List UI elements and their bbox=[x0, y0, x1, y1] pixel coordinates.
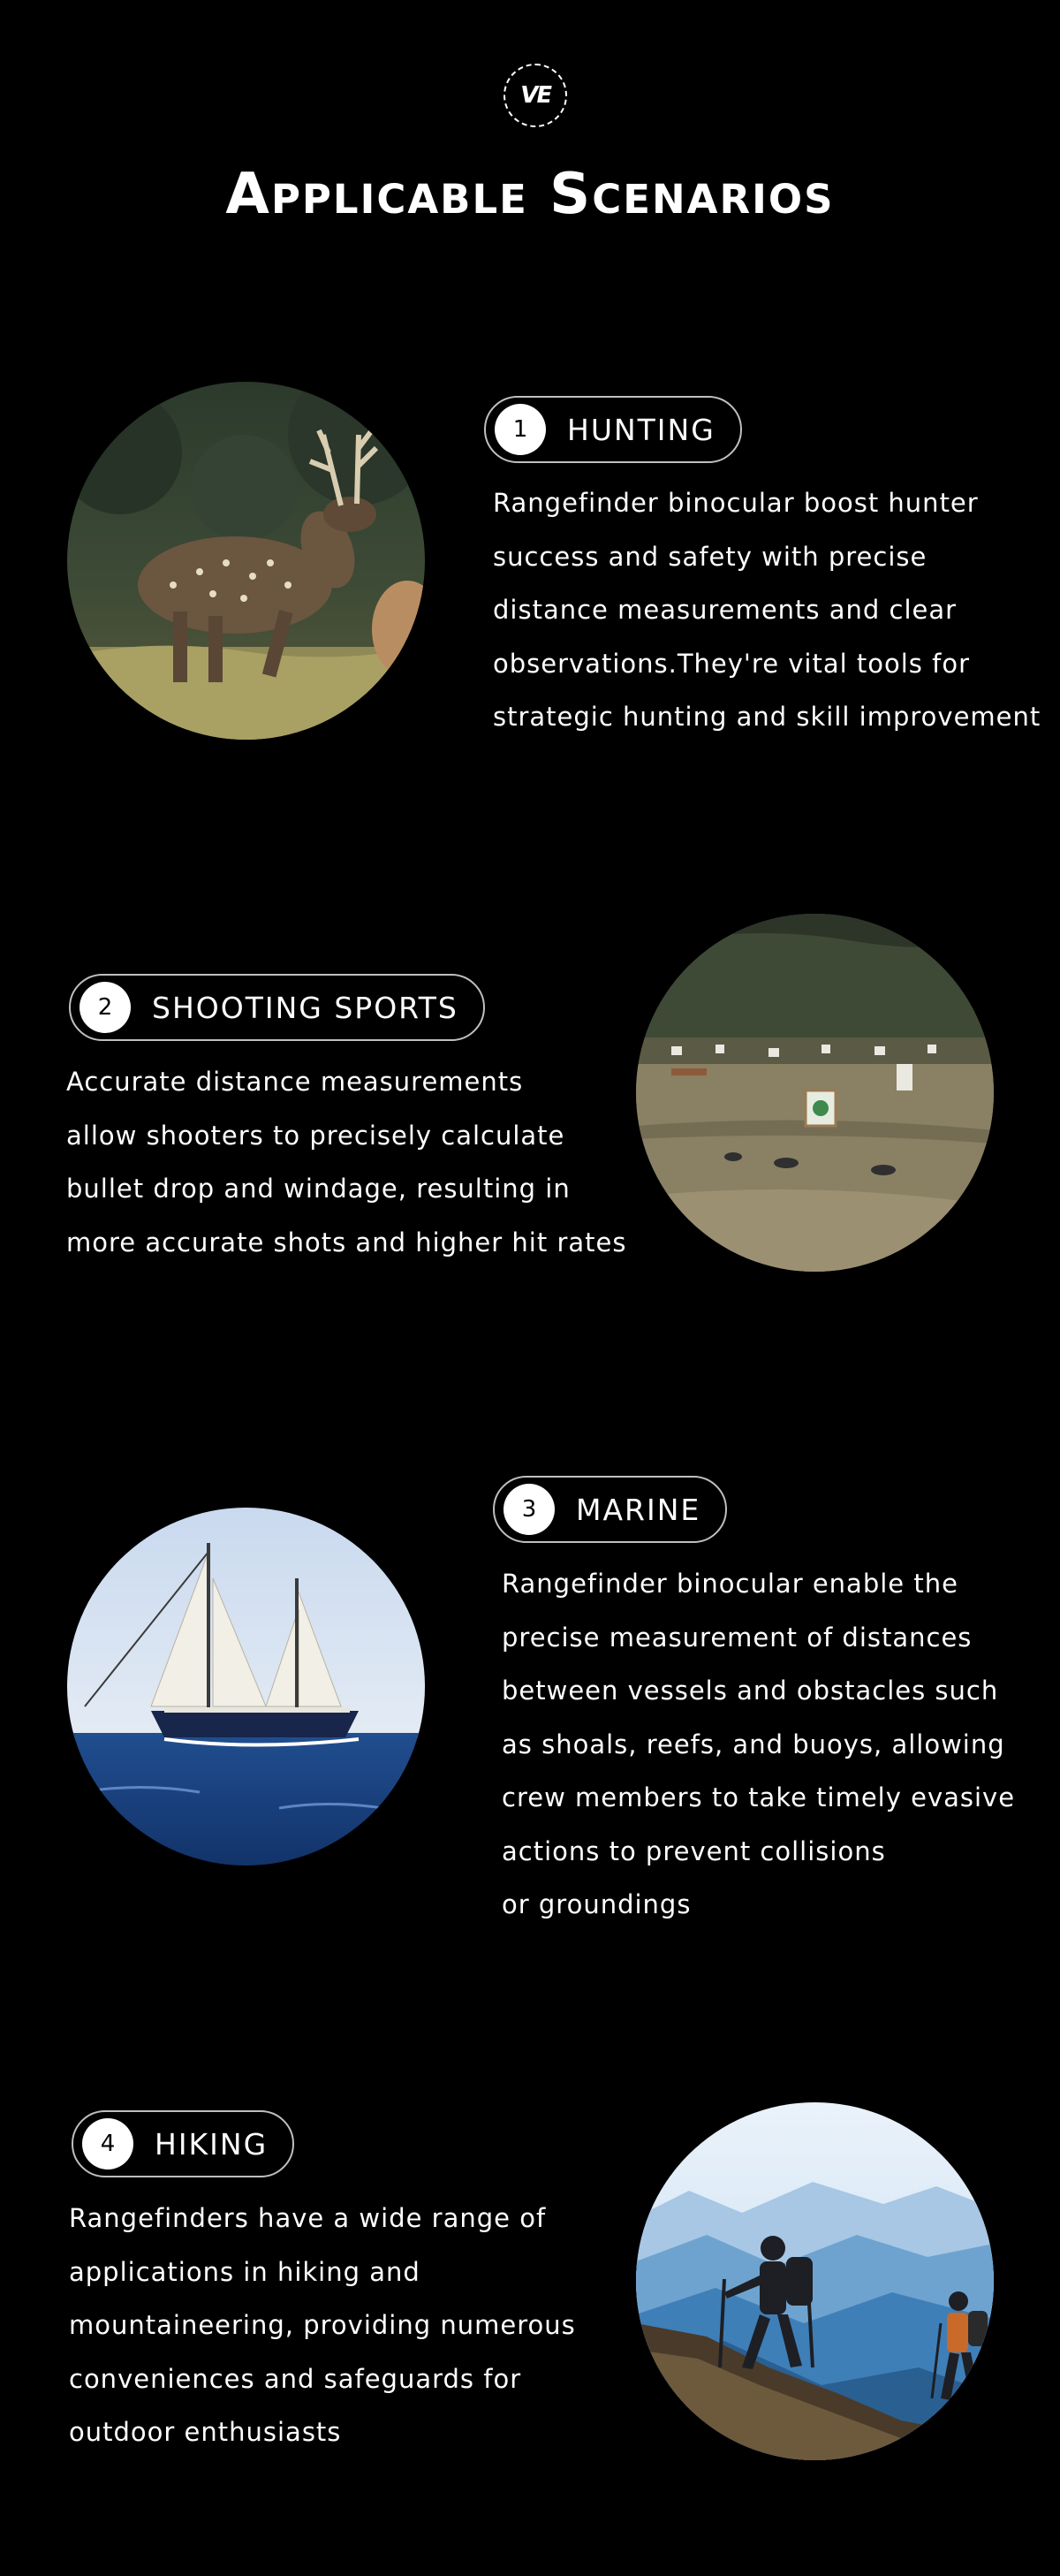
brand-logo bbox=[504, 64, 567, 127]
scenario-2-title: SHOOTING SPORTS bbox=[152, 990, 458, 1025]
sailboat-photo bbox=[67, 1508, 425, 1866]
description-line: between vessels and obstacles such bbox=[502, 1676, 999, 1706]
description-line: Accurate distance measurements bbox=[66, 1067, 524, 1097]
description-line: bullet drop and windage, resulting in bbox=[66, 1174, 571, 1204]
description-line: outdoor enthusiasts bbox=[69, 2417, 342, 2447]
description-line: or groundings bbox=[502, 1889, 692, 1919]
scenario-1-pill bbox=[484, 396, 742, 463]
scenario-3-pill bbox=[493, 1476, 727, 1543]
description-line: success and safety with precise bbox=[493, 541, 928, 572]
description-line: as shoals, reefs, and buoys, allowing bbox=[502, 1729, 1005, 1759]
hikers-photo bbox=[636, 2102, 994, 2460]
description-line: allow shooters to precisely calculate bbox=[66, 1120, 565, 1151]
scenario-4-description bbox=[69, 2192, 576, 2459]
description-line: conveniences and safeguards for bbox=[69, 2363, 522, 2394]
description-line: mountaineering, providing numerous bbox=[69, 2310, 576, 2340]
description-line: applications in hiking and bbox=[69, 2256, 420, 2287]
scenario-3-number: 3 bbox=[504, 1484, 555, 1535]
description-line: observations.They're vital tools for bbox=[493, 648, 971, 679]
scenario-1-description bbox=[493, 476, 1041, 744]
scenario-1-title: HUNTING bbox=[567, 412, 716, 447]
description-line: Rangefinder binocular boost hunter bbox=[493, 488, 979, 518]
scenario-4-pill bbox=[72, 2110, 294, 2177]
description-line: more accurate shots and higher hit rates bbox=[66, 1227, 627, 1258]
description-line: actions to prevent collisions bbox=[502, 1835, 886, 1866]
deer-photo bbox=[67, 382, 425, 740]
logo-text: VE bbox=[518, 82, 553, 109]
description-line: strategic hunting and skill improvement bbox=[493, 702, 1041, 732]
scenario-2-pill bbox=[69, 974, 485, 1041]
scenario-3-description bbox=[502, 1557, 1015, 1932]
scenario-1-number: 1 bbox=[495, 404, 546, 455]
description-line: Rangefinders have a wide range of bbox=[69, 2203, 547, 2233]
description-line: crew members to take timely evasive bbox=[502, 1782, 1016, 1812]
page-title: Applicable Scenarios bbox=[225, 162, 835, 227]
description-line: precise measurement of distances bbox=[502, 1622, 973, 1653]
scenario-3-title: MARINE bbox=[576, 1492, 701, 1527]
description-line: distance measurements and clear bbox=[493, 595, 958, 625]
description-line: Rangefinder binocular enable the bbox=[502, 1569, 958, 1599]
scenario-4-number: 4 bbox=[82, 2118, 133, 2169]
scenario-4-title: HIKING bbox=[155, 2126, 269, 2162]
scenario-2-number: 2 bbox=[80, 982, 131, 1033]
shooting-range-photo bbox=[636, 914, 994, 1272]
scenario-2-description bbox=[66, 1055, 626, 1269]
